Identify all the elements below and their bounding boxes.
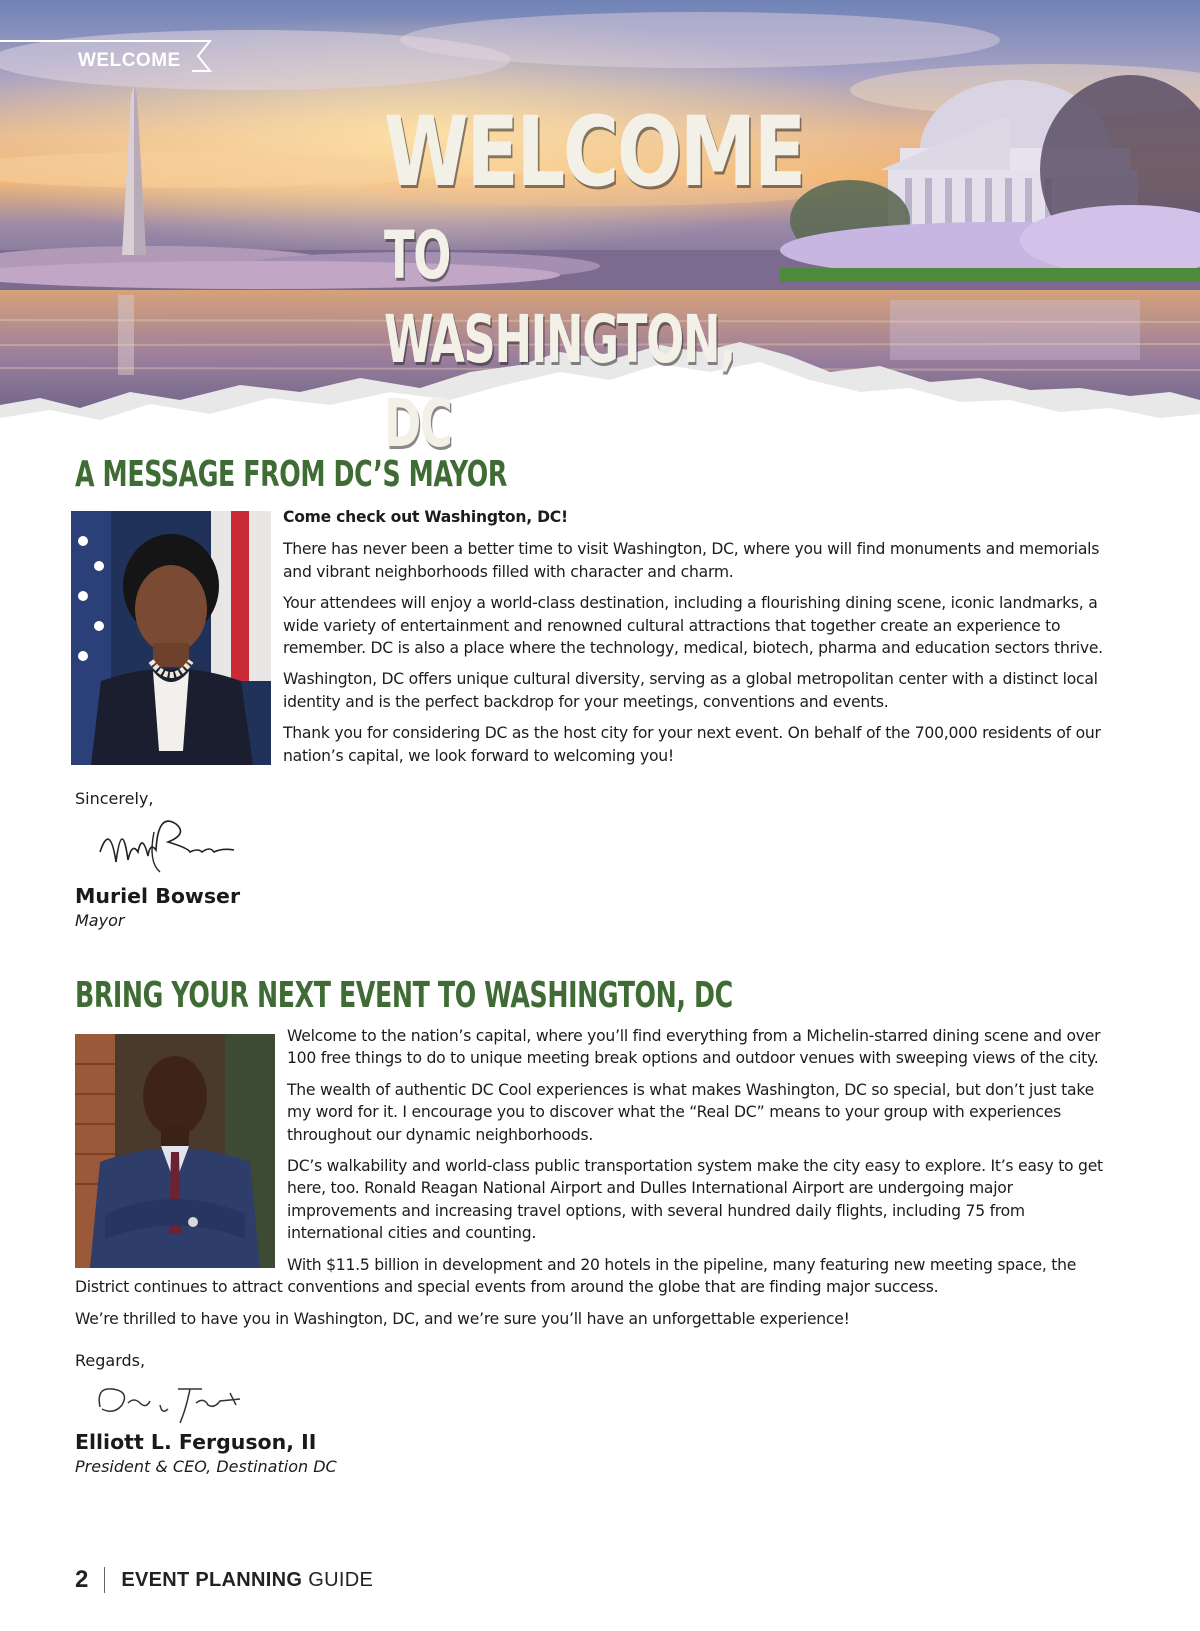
mayor-signer-title: Mayor — [75, 911, 125, 930]
ceo-portrait-image — [75, 1034, 275, 1268]
section-tab-label: WELCOME — [78, 50, 181, 71]
ceo-section-heading: BRING YOUR NEXT EVENT TO WASHINGTON, DC — [75, 975, 733, 1016]
page-number: 2 — [75, 1566, 89, 1593]
welcome-tab-notch — [190, 40, 216, 72]
mayor-closing: Sincerely, — [75, 789, 154, 808]
mayor-letter-lead: Come check out Washington, DC! — [283, 508, 568, 526]
ceo-portrait-photo — [75, 1034, 275, 1268]
ceo-letter-paragraph: With $11.5 billion in development and 20 hotels in the pipeline, many featuring new meeting space, the District continues to attract conventions and special events from around the globe that are finding major success. — [75, 1256, 1077, 1297]
ceo-letter-paragraph: The wealth of authentic DC Cool experiences is what makes Washington, DC so special, but don’t just take my word for it. I encourage you to discover what the “Real DC” means to your group with experiences throughout our dynamic neighborhoods. — [287, 1080, 1094, 1144]
footer-guide-title-bold: EVENT PLANNING — [121, 1568, 303, 1591]
page-footer — [75, 1565, 373, 1595]
footer-divider — [104, 1567, 105, 1593]
hero-title-main: WELCOME — [384, 96, 804, 208]
hero-banner — [0, 0, 1200, 460]
mayor-section-heading: A MESSAGE FROM DC’S MAYOR — [75, 454, 507, 495]
ceo-letter-paragraph: We’re thrilled to have you in Washington, DC, and we’re sure you’ll have an unforgettable experience! — [75, 1310, 850, 1328]
ceo-closing: Regards, — [75, 1351, 146, 1370]
ceo-signature — [92, 1379, 252, 1429]
ceo-letter-paragraph: DC’s walkability and world-class public transportation system make the city easy to explore. It’s easy to get here, too. Ronald Reagan National Airport and Dulles International Airport are undergoing major improvements and increasing travel options, with several hundred daily flights, including 75 from international cities and counting. — [287, 1157, 1103, 1243]
ceo-signer-title: President & CEO, Destination DC — [75, 1457, 337, 1476]
mayor-portrait-image — [71, 511, 271, 765]
mayor-signer-name: Muriel Bowser — [75, 884, 241, 908]
mayor-letter-body — [283, 506, 1103, 776]
mayor-portrait-photo — [71, 511, 271, 765]
mayor-letter-paragraph: Washington, DC offers unique cultural diversity, serving as a global metropolitan center with a distinct local identity and is the perfect backdrop for your meetings, conventions and events. — [283, 670, 1098, 711]
ceo-letter-body-bottom — [75, 1308, 1117, 1339]
mayor-signature — [98, 812, 238, 882]
hero-title — [384, 96, 844, 460]
mayor-letter-paragraph: Thank you for considering DC as the host city for your next event. On behalf of the 700,000 residents of our nation’s capital, we look forward to welcoming you! — [283, 724, 1101, 765]
ceo-letter-paragraph: Welcome to the nation’s capital, where you’ll find everything from a Michelin-starred dining scene and over 100 free things to do to unique meeting break options and outdoor venues with sweeping views of the city. — [287, 1027, 1101, 1068]
mayor-letter-paragraph: There has never been a better time to visit Washington, DC, where you will find monuments and memorials and vibrant neighborhoods filled with character and charm. — [283, 540, 1100, 581]
mayor-letter-paragraph: Your attendees will enjoy a world-class destination, including a flourishing dining scene, iconic landmarks, a wide variety of entertainment and renowned cultural attractions that together create an experience to remember. DC is also a place where the technology, medical, biotech, pharma and education sectors thrive. — [283, 594, 1103, 658]
hero-title-sub: TO WASHINGTON, DC — [384, 217, 735, 460]
ceo-signer-name: Elliott L. Ferguson, II — [75, 1430, 317, 1454]
welcome-tab-line — [0, 40, 198, 42]
ceo-letter-body-wrap — [75, 1254, 1117, 1308]
ceo-letter-body-top — [287, 1025, 1117, 1254]
footer-guide-title-light: GUIDE — [308, 1568, 374, 1591]
